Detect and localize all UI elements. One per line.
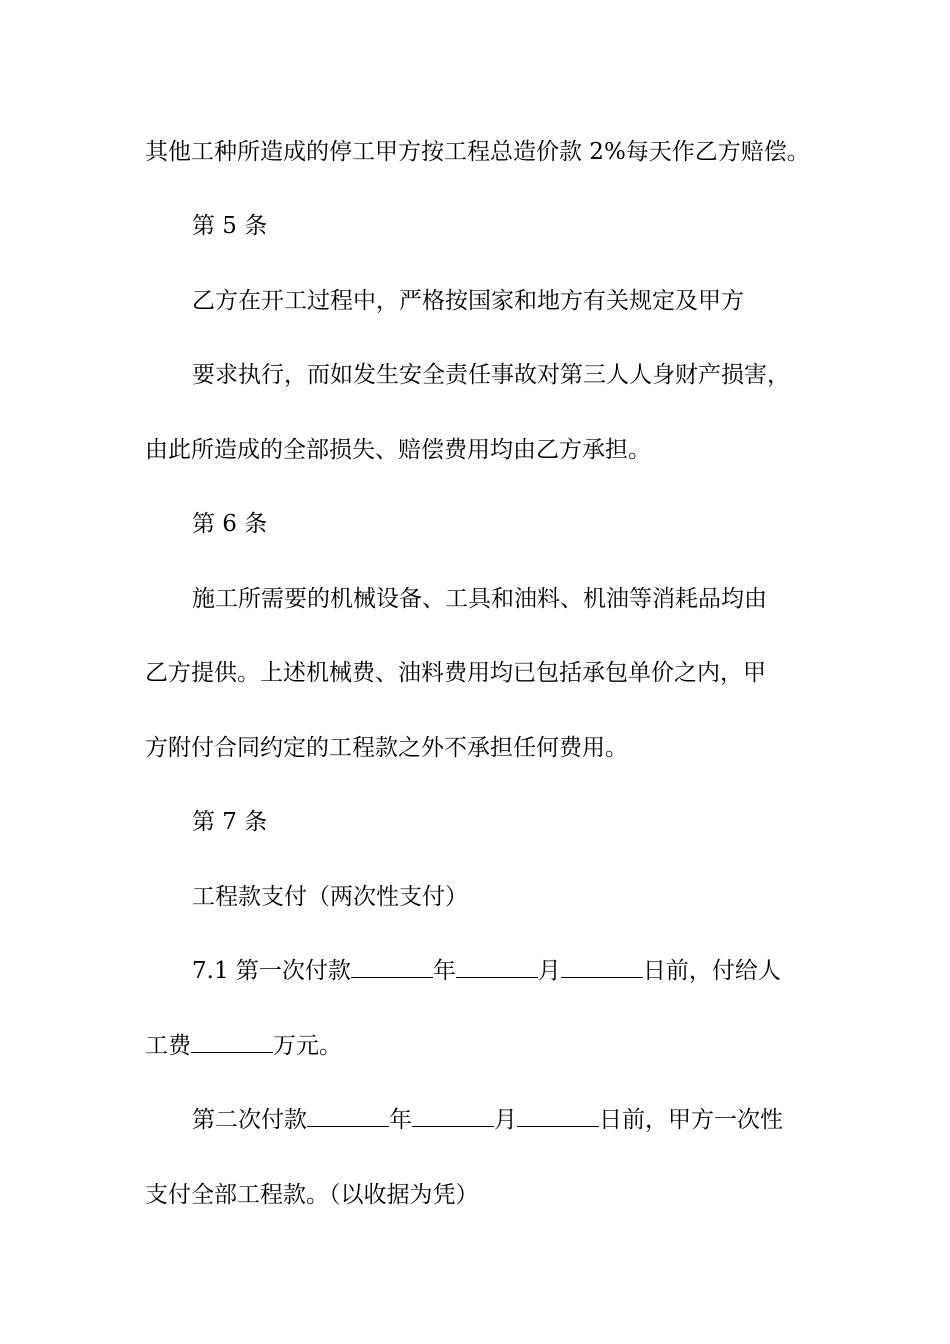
amount-unit: 万元。: [273, 1033, 342, 1059]
amount-blank: [191, 1032, 273, 1053]
first-payment-amount-line: [145, 1031, 845, 1061]
paragraph-line: 支付全部工程款。（以收据为凭）: [145, 1182, 479, 1208]
second-payment-line: [192, 1105, 892, 1135]
month-blank: [412, 1106, 494, 1127]
month-label: 月: [494, 1107, 517, 1133]
day-blank: [561, 957, 643, 978]
paragraph-line: 工程款支付（两次性支付）: [192, 884, 468, 910]
first-payment-label: 7.1 第一次付款: [192, 958, 351, 984]
day-label: 日前，付给人: [642, 958, 781, 984]
article-5-heading: 第 5 条: [192, 213, 268, 239]
year-blank: [351, 957, 433, 978]
month-blank: [456, 957, 538, 978]
year-label: 年: [432, 958, 456, 984]
labor-fee-label: 工费: [145, 1033, 191, 1059]
day-blank: [517, 1106, 599, 1127]
paragraph-line: 由此所造成的全部损失、赔偿费用均由乙方承担。: [145, 437, 651, 463]
month-label: 月: [537, 958, 561, 984]
paragraph-line: 方附付合同约定的工程款之外不承担任何费用。: [145, 735, 628, 761]
paragraph-line: 乙方在开工过程中，严格按国家和地方有关规定及甲方: [192, 288, 744, 314]
paragraph-line: 施工所需要的机械设备、工具和油料、机油等消耗品均由: [192, 586, 767, 612]
article-6-heading: 第 6 条: [192, 511, 268, 537]
day-label: 日前，甲方一次性: [599, 1107, 783, 1133]
article-7-heading: 第 7 条: [192, 809, 268, 835]
paragraph-line: 要求执行，而如发生安全责任事故对第三人人身财产损害，: [192, 362, 790, 388]
paragraph-line: 乙方提供。上述机械费、油料费用均已包括承包单价之内，甲: [145, 660, 766, 686]
second-payment-label: 第二次付款: [192, 1107, 307, 1133]
year-label: 年: [389, 1107, 412, 1133]
first-payment-line: [192, 956, 892, 986]
paragraph-line: 其他工种所造成的停工甲方按工程总造价款 2%每天作乙方赔偿。: [145, 139, 810, 165]
year-blank: [307, 1106, 389, 1127]
